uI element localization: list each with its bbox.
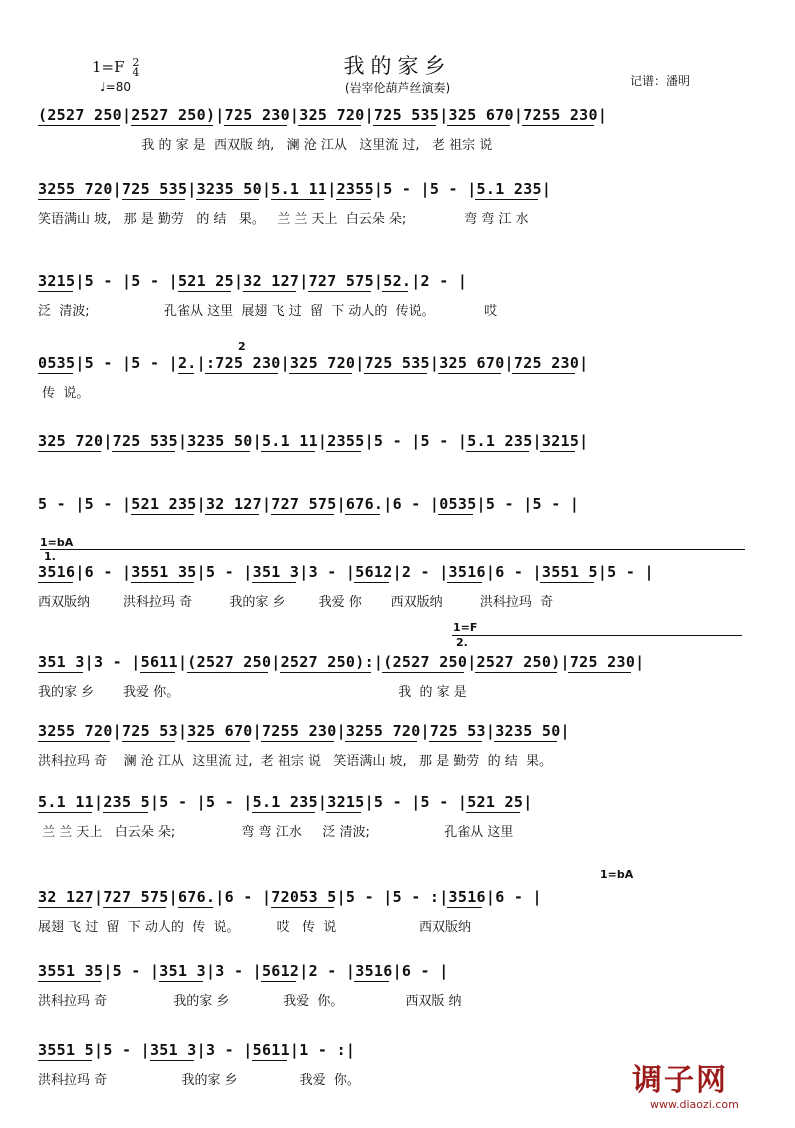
beam-line: [261, 741, 333, 742]
beam-line: [205, 373, 277, 374]
beam-line: [178, 907, 213, 908]
key-change-label: 1=bA: [40, 536, 74, 549]
beam-line: [38, 812, 92, 813]
notes-line: 3255 720|725 535|3235 50|5.1 11|2355|5 - |5 - |5.1 235|: [38, 180, 552, 198]
beam-line: [475, 199, 538, 200]
beam-line: [103, 907, 166, 908]
beam-line: [438, 373, 501, 374]
beam-line: [131, 125, 213, 126]
beam-line: [475, 672, 557, 673]
beam-line: [38, 741, 110, 742]
beam-line: [196, 199, 259, 200]
beam-line: [373, 125, 436, 126]
beam-line: [354, 582, 389, 583]
beam-line: [122, 199, 185, 200]
notes-line: (2527 250|2527 250)|725 230|325 720|725 535|325 670|7255 230|: [38, 106, 608, 124]
beam-line: [38, 981, 101, 982]
notes-line: 3215|5 - |5 - |521 25|32 127|727 575|52.|2 - |: [38, 272, 468, 290]
beam-line: [429, 741, 483, 742]
lyrics-line: 西双版纳 洪科拉玛 奇 我的家 乡 我爱 你 西双版纳 洪科拉玛 奇: [38, 595, 554, 610]
beam-line: [308, 291, 371, 292]
beam-line: [354, 981, 389, 982]
time-top: 2: [132, 56, 140, 69]
beam-line: [382, 291, 408, 292]
volta-bracket: [452, 635, 742, 636]
beam-line: [187, 451, 250, 452]
tempo-marking: ♩=80: [100, 80, 131, 94]
beam-line: [345, 741, 417, 742]
notes-line: 0535|5 - |5 - |2.|:725 230|325 720|725 535|325 670|725 230|: [38, 354, 589, 372]
beam-line: [38, 373, 73, 374]
watermark-url: www.diaozi.com: [650, 1098, 739, 1111]
beam-line: [38, 1060, 92, 1061]
beam-line: [243, 291, 297, 292]
key-change-label: 1=bA: [600, 868, 634, 881]
volta-bracket: [40, 549, 745, 550]
notes-line: 3255 720|725 53|325 670|7255 230|3255 720|725 53|3235 50|: [38, 722, 570, 740]
beam-line: [38, 199, 110, 200]
beam-line: [224, 125, 287, 126]
beam-line: [252, 1060, 287, 1061]
lyrics-line: 洪科拉玛 奇 我的家 乡 我爱 你。: [38, 1073, 360, 1088]
volta-inline: 2: [238, 340, 246, 353]
beam-line: [140, 672, 175, 673]
beam-line: [122, 741, 176, 742]
beam-line: [447, 582, 482, 583]
beam-line: [187, 741, 250, 742]
time-bottom: 4: [132, 66, 140, 79]
beam-line: [345, 514, 380, 515]
beam-line: [131, 514, 194, 515]
beam-line: [382, 672, 464, 673]
beam-line: [447, 125, 510, 126]
beam-line: [466, 812, 520, 813]
beam-line: [522, 125, 594, 126]
beam-line: [271, 907, 334, 908]
notes-line: 351 3|3 - |5611|(2527 250|2527 250):|(2527 250|2527 250)|725 230|: [38, 653, 645, 671]
beam-line: [447, 907, 482, 908]
beam-line: [271, 514, 334, 515]
beam-line: [38, 125, 120, 126]
beam-line: [280, 672, 371, 673]
beam-line: [540, 582, 594, 583]
beam-line: [326, 812, 361, 813]
beam-line: [252, 812, 315, 813]
key-change-label: 1=F: [453, 621, 478, 634]
beam-line: [540, 451, 575, 452]
beam-line: [326, 451, 361, 452]
beam-line: [112, 451, 175, 452]
beam-line: [512, 373, 575, 374]
lyrics-line: 展翅 飞 过 留 下 动人的 传 说。 哎 传 说 西双版纳: [38, 920, 471, 935]
beam-line: [261, 451, 315, 452]
score-title: 我的家乡: [343, 54, 452, 78]
beam-line: [336, 199, 371, 200]
beam-line: [103, 812, 148, 813]
beam-line: [298, 125, 361, 126]
beam-line: [38, 451, 101, 452]
beam-line: [568, 672, 631, 673]
beam-line: [289, 373, 352, 374]
beam-line: [178, 291, 232, 292]
notes-line: 3516|6 - |3551 35|5 - |351 3|3 - |5612|2 - |3516|6 - |3551 5|5 - |: [38, 563, 654, 581]
beam-line: [494, 741, 557, 742]
beam-line: [159, 981, 204, 982]
notes-line: 325 720|725 535|3235 50|5.1 11|2355|5 - |5 - |5.1 235|3215|: [38, 432, 589, 450]
beam-line: [252, 582, 297, 583]
beam-line: [261, 981, 296, 982]
key-label: 1=F: [92, 58, 125, 76]
beam-line: [38, 582, 73, 583]
beam-line: [271, 199, 325, 200]
lyrics-line: 洪科拉玛 奇 我的家 乡 我爱 你。 西双版 纳: [38, 994, 462, 1009]
beam-line: [178, 373, 195, 374]
beam-line: [364, 373, 427, 374]
score-subtitle: (岩宰伦葫芦丝演奏): [344, 81, 451, 95]
notes-line: 32 127|727 575|676.|6 - |72053 5|5 - |5 - :|3516|6 - |: [38, 888, 542, 906]
lyrics-line: 笑语满山 坡, 那 是 勤劳 的 结 果。 兰 兰 天上 白云朵 朵; 弯 弯 江 水: [38, 212, 529, 227]
lyrics-line: 洪科拉玛 奇 澜 沧 江从 这里流 过, 老 祖宗 说 笑语满山 坡, 那 是 勤劳 的 结 果。: [38, 754, 552, 769]
lyrics-line: 传 说。: [38, 386, 90, 401]
beam-line: [187, 672, 269, 673]
volta-second: 2.: [456, 636, 468, 649]
volta-first: 1.: [44, 550, 56, 563]
notes-line: 3551 5|5 - |351 3|3 - |5611|1 - :|: [38, 1041, 356, 1059]
notes-line: 5 - |5 - |521 235|32 127|727 575|676.|6 - |0535|5 - |5 - |: [38, 495, 580, 513]
beam-line: [38, 672, 83, 673]
lyrics-line: 我的家 乡 我爱 你。 我 的 家 是: [38, 685, 467, 700]
beam-line: [38, 291, 73, 292]
beam-line: [38, 907, 92, 908]
beam-line: [438, 514, 473, 515]
lyrics-line: 我 的 家 是 西双版 纳, 澜 沧 江从 这里流 过, 老 祖宗 说: [38, 138, 493, 153]
notes-line: 3551 35|5 - |351 3|3 - |5612|2 - |3516|6 - |: [38, 962, 449, 980]
beam-line: [466, 451, 529, 452]
beam-line: [150, 1060, 195, 1061]
beam-line: [205, 514, 259, 515]
lyrics-line: 泛 清波; 孔雀从 这里 展翅 飞 过 留 下 动人的 传说。 哎: [38, 304, 498, 319]
beam-line: [131, 582, 194, 583]
transcriber-credit: 记谱：潘明: [630, 74, 691, 88]
lyrics-line: 兰 兰 天上 白云朵 朵; 弯 弯 江水 泛 清波; 孔雀从 这里: [38, 825, 514, 840]
notes-line: 5.1 11|235 5|5 - |5 - |5.1 235|3215|5 - |5 - |521 25|: [38, 793, 533, 811]
watermark-brand: 调子网: [632, 1063, 728, 1098]
